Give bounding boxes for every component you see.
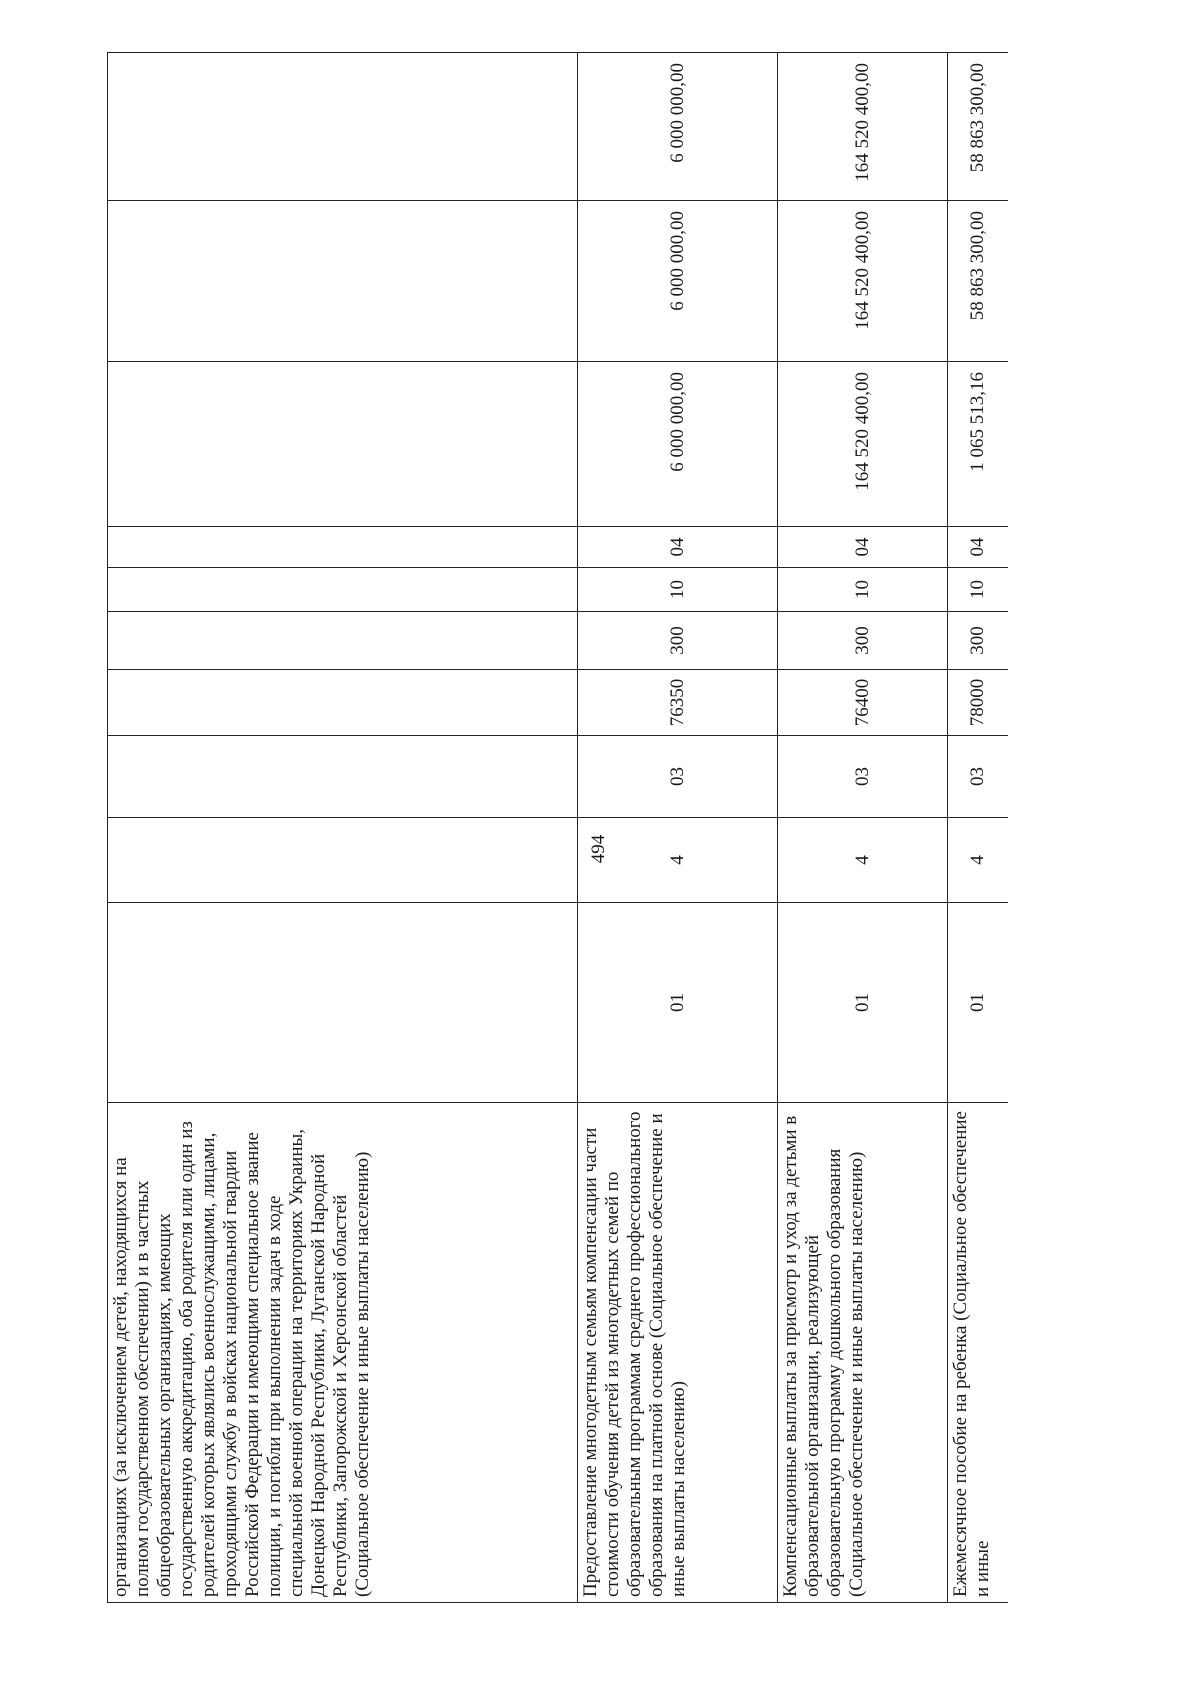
code-program: 01 bbox=[578, 903, 778, 1103]
code-expense-type: 300 bbox=[778, 612, 948, 670]
amount-year-2: 6 000 000,00 bbox=[578, 201, 778, 362]
amount-year-1: 6 000 000,00 bbox=[578, 362, 778, 527]
amount-year-1: 1 065 513,16 bbox=[948, 362, 1008, 527]
amount-year-2 bbox=[108, 201, 578, 362]
code-expense-type: 300 bbox=[948, 612, 1008, 670]
amount-year-1 bbox=[108, 362, 578, 527]
table-row bbox=[578, 53, 778, 1603]
code-subsection bbox=[108, 527, 578, 568]
amount-year-1: 164 520 400,00 bbox=[778, 362, 948, 527]
code-type: 4 bbox=[778, 818, 948, 903]
code-expense-type bbox=[108, 612, 578, 670]
page-number: 494 bbox=[588, 834, 609, 864]
code-direction: 78000 bbox=[948, 670, 1008, 736]
code-direction bbox=[108, 670, 578, 736]
code-direction: 76350 bbox=[578, 670, 778, 736]
amount-year-3: 164 520 400,00 bbox=[778, 53, 948, 201]
code-subsection: 04 bbox=[778, 527, 948, 568]
row-name: организациях (за исключением детей, находящихся на полном государственном обеспечении) и в частных общеобразовательных организациях, имеющих государственную аккредитацию, оба родителя или один из родителей которых являлись военнослужащими, лицами, проходящими службу в войсках национальной гвардии Российской Федерации и имеющими специальное звание полиции, и погибли при выполнении задач в ходе специальной военной операции на территориях Украины, Донецкой Народной Республики, Луганской Народной Республики, Запорожской и Херсонской областей (Социальное обеспечение и иные выплаты населению) bbox=[108, 1103, 578, 1603]
amount-year-3 bbox=[108, 53, 578, 201]
budget-table bbox=[107, 52, 1008, 1603]
budget-table-sheet bbox=[107, 53, 1087, 1603]
code-subsection: 04 bbox=[948, 527, 1008, 568]
table-row bbox=[778, 53, 948, 1603]
amount-year-2: 164 520 400,00 bbox=[778, 201, 948, 362]
code-section: 10 bbox=[578, 568, 778, 612]
row-name: Предоставление многодетным семьям компенсации части стоимости обучения детей из многодетных семей по образовательным программам среднего профессионального образования на платной основе (Социальное обеспечение и иные выплаты населению) bbox=[578, 1103, 778, 1603]
code-type: 4 bbox=[948, 818, 1008, 903]
code-subprogram: 03 bbox=[578, 736, 778, 818]
code-type: 4 bbox=[578, 818, 778, 903]
code-subprogram bbox=[108, 736, 578, 818]
code-type bbox=[108, 818, 578, 903]
amount-year-2: 58 863 300,00 bbox=[948, 201, 1008, 362]
table-row bbox=[948, 53, 1008, 1603]
table-row bbox=[108, 53, 578, 1603]
code-subsection: 04 bbox=[578, 527, 778, 568]
code-program: 01 bbox=[778, 903, 948, 1103]
row-name: Ежемесячное пособие на ребенка (Социальное обеспечение и иные bbox=[948, 1103, 1008, 1603]
code-direction: 76400 bbox=[778, 670, 948, 736]
code-program: 01 bbox=[948, 903, 1008, 1103]
code-subprogram: 03 bbox=[948, 736, 1008, 818]
code-section bbox=[108, 568, 578, 612]
code-expense-type: 300 bbox=[578, 612, 778, 670]
row-name: Компенсационные выплаты за присмотр и уход за детьми в образовательной организации, реализующей образовательную программу дошкольного образования (Социальное обеспечение и иные выплаты населению) bbox=[778, 1103, 948, 1603]
code-section: 10 bbox=[948, 568, 1008, 612]
code-section: 10 bbox=[778, 568, 948, 612]
code-subprogram: 03 bbox=[778, 736, 948, 818]
code-program bbox=[108, 903, 578, 1103]
amount-year-3: 6 000 000,00 bbox=[578, 53, 778, 201]
amount-year-3: 58 863 300,00 bbox=[948, 53, 1008, 201]
